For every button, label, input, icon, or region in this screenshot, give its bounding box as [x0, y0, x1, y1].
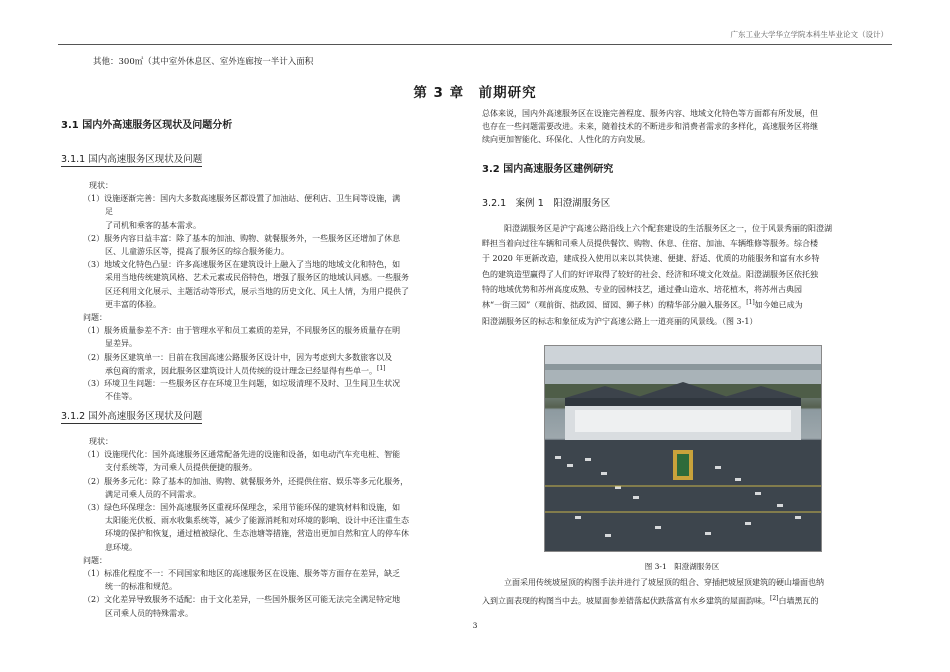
page-number: 3 — [472, 621, 478, 630]
text-line — [482, 238, 818, 249]
case-tail-text: 如今她已成为 — [754, 300, 803, 310]
text-line — [482, 121, 818, 132]
text-line-content: （2）服务区建筑单一：目前在我国高速公路服务区设计中，因为考虑到大多数旅客以及 — [83, 352, 393, 362]
text-line — [105, 528, 409, 539]
section-3-2-heading: 3.2 国内高速服务区建例研究 — [482, 164, 614, 175]
text-line-content: 息环境。 — [105, 542, 137, 552]
citation: [1] — [377, 364, 386, 372]
text-line-content: 特的地域优势和苏州高度成熟、专业的园林技艺，通过叠山造水、培花植木，将苏州古典园 — [482, 284, 802, 294]
text-line-content: 区还利用文化展示、主题活动等形式，展示当地的历史文化、风土人情，为用户提供了 — [105, 286, 409, 296]
text-line-content: （1）服务质量参差不齐：由于管理水平和员工素质的差异，不同服务区的服务质量存在明 — [83, 326, 401, 336]
text-line — [482, 269, 818, 280]
facade-line-1: 立面采用传统坡屋顶的构图手法并进行了坡屋顶的组合、穿插把坡屋顶建筑的硬山墙面也纳 — [504, 578, 824, 587]
text-line — [89, 436, 113, 447]
text-line — [105, 220, 201, 231]
text-line-content: 于 2020 年更新改造，建成投入使用以来以其快速、便捷、舒适、优质的功能服务和富有水乡特 — [482, 254, 820, 264]
text-line-content: 问题： — [83, 555, 107, 565]
text-line — [83, 476, 408, 487]
text-line-content: 采用当地传统建筑风格、艺术元素或民俗特色，增强了服务区的地域认同感。一些服务 — [105, 273, 409, 283]
text-line — [482, 284, 802, 295]
text-line — [83, 555, 107, 566]
text-line — [482, 134, 650, 145]
text-line-content: 也存在一些问题需要改进。未来，随着技术的不断进步和消费者需求的多样化，高速服务区将继 — [482, 122, 818, 132]
section-3-2-1-heading: 3.2.1 案例 1 阳澄湖服务区 — [482, 198, 611, 209]
text-line-content: 总体来说，国内外高速服务区在设施完善程度、服务内容、地域文化特色等方面都有所发展，但 — [482, 109, 818, 118]
text-line — [89, 180, 113, 191]
text-line — [105, 581, 177, 592]
text-line — [482, 253, 819, 264]
text-line — [482, 108, 818, 119]
text-line-content: （1）设施现代化：国外高速服务区通常配备先进的设施和设备，如电动汽车充电桩、智能 — [83, 450, 401, 460]
text-line-content: （3）环境卫生问题：一些服务区存在环境卫生问题，如垃圾清理不及时、卫生间卫生状况 — [83, 379, 401, 388]
text-line-content: 显差异。 — [105, 339, 137, 349]
text-line-content: 更丰富的体验。 — [105, 299, 161, 309]
text-line-content: 区、儿童游乐区等，提高了服务区的综合服务能力。 — [105, 247, 289, 256]
text-line — [83, 378, 400, 389]
top-note: 其他：300㎡（其中室外休息区、室外连廊按一半计入面积 — [93, 57, 314, 67]
facade-line-2 — [482, 592, 819, 608]
text-line-content: 阳澄湖服务区的标志和象征成为沪宁高速公路上一道亮丽的风景线。（图 3-1） — [482, 317, 758, 326]
text-line-content: （3）绿色环保理念：国外高速服务区重视环保理念，采用节能环保的建筑材料和设施，如 — [83, 503, 401, 512]
section-3-1-1-heading: 3.1.1 国内高速服务区现状及问题 — [61, 151, 202, 167]
text-line-content: 现状： — [89, 181, 113, 190]
text-line-content: 统一的标准和规范。 — [105, 582, 177, 592]
text-line — [83, 233, 400, 244]
text-line-content: 满足司乘人员的不同需求。 — [105, 489, 201, 499]
text-line — [105, 246, 289, 257]
text-line — [105, 391, 137, 402]
text-line-content: （2）文化差异导致服务不适配：由于文化差异，一些国外服务区可能无法完全满足特定地 — [83, 595, 401, 605]
text-line — [482, 299, 803, 311]
text-line — [83, 312, 107, 323]
text-line-content: （1）设施逐渐完善：国内大多数高速服务区都设置了加油站、便利店、卫生间等设施，满 — [83, 194, 401, 204]
text-line-content: 阳澄湖服务区是沪宁高速公路沿线上六个配套建设的生活服务区之一，位于风景秀丽的阳澄湖 — [504, 224, 832, 233]
text-line-content: （3）地域文化特色凸显：许多高速服务区在建筑设计上融入了当地的地域文化和特色，如 — [83, 260, 401, 270]
text-line — [105, 365, 386, 377]
aerial-photo-illustration — [545, 346, 821, 551]
text-line — [105, 338, 137, 349]
text-line-content: 足 — [105, 207, 113, 217]
yangchenghu-service-area-photo — [544, 345, 822, 552]
text-line — [83, 352, 392, 363]
running-header: 广东工业大学华立学院本科生毕业论文（设计） — [730, 30, 888, 39]
text-line-content: 了司机和乘客的基本需求。 — [105, 220, 201, 230]
text-line-content: （2）服务内容日益丰富：除了基本的加油、购物、就餐服务外，一些服务区还增加了休息 — [83, 233, 401, 243]
text-line-content: （1）标准化程度不一：不同国家和地区的高速服务区在设施、服务等方面存在差异，缺乏 — [83, 569, 401, 578]
text-line — [105, 515, 409, 526]
text-line — [83, 502, 400, 513]
text-line — [482, 316, 757, 327]
text-line — [105, 299, 161, 310]
chapter-title: 第 3 章 前期研究 — [413, 85, 537, 101]
citation-2: [2] — [770, 595, 779, 602]
text-line — [83, 193, 400, 204]
text-line-content: 续向更加智能化、环保化、人性化的方向发展。 — [482, 135, 650, 145]
text-line-content: 承包商的需求，因此服务区建筑设计人员传统的设计理念已经显得有些单一。 — [105, 366, 377, 376]
text-line — [105, 462, 257, 473]
facade-line-2-tail: 白墙黑瓦的 — [778, 596, 819, 606]
section-3-1-2-heading: 3.1.2 国外高速服务区现状及问题 — [61, 408, 202, 424]
text-line — [105, 542, 137, 553]
text-line-content: 问题： — [83, 313, 107, 322]
text-line-content: 现状： — [89, 437, 113, 446]
text-line — [83, 449, 400, 460]
text-line — [105, 489, 201, 500]
text-line-content: 支付系统等，为司乘人员提供便捷的服务。 — [105, 463, 257, 473]
text-line-content: 区司乘人员的特殊需求。 — [105, 608, 193, 618]
citation: [1] — [746, 299, 755, 306]
section-3-1-heading: 3.1 国内外高速服务区现状及问题分析 — [61, 120, 233, 131]
facade-line-2-text: 入到立面表现的构图当中去。坡屋面参差错落起伏跌落富有水乡建筑的屋面韵味。 — [482, 596, 770, 606]
text-line — [504, 223, 832, 234]
text-line — [83, 325, 400, 336]
text-line — [83, 594, 400, 605]
text-line-content: 畔担当着向过往车辆和司乘人员提供餐饮、购物、休息、住宿、加油、车辆维修等服务。综合楼 — [482, 239, 818, 249]
text-line — [105, 286, 409, 297]
text-line-content: 林“一街三园”（观前街、拙政园、留园、狮子林）的精华部分融入服务区。 — [482, 300, 747, 310]
text-line — [105, 272, 409, 283]
text-line — [83, 568, 400, 579]
text-line-content: 太阳能光伏板、雨水收集系统等，减少了能源消耗和对环境的影响、设计中还注重生态 — [105, 516, 409, 526]
text-line — [83, 259, 400, 270]
text-line — [105, 608, 193, 619]
header-rule — [58, 44, 892, 45]
text-line-content: （2）服务多元化：除了基本的加油、购物、就餐服务外，还提供住宿、娱乐等多元化服务， — [83, 476, 409, 486]
text-line-content: 不佳等。 — [105, 392, 137, 402]
text-line-content: 色的建筑造型赢得了人们的好评取得了较好的社会、经济和环境文化效益。阳澄湖服务区依托独 — [482, 269, 818, 279]
text-line-content: 环境的保护和恢复，通过植被绿化、生态池塘等措施，营造出更加自然和宜人的停车休 — [105, 529, 409, 539]
text-line — [105, 206, 113, 217]
figure-caption: 图 3-1 阳澄湖服务区 — [644, 562, 720, 571]
